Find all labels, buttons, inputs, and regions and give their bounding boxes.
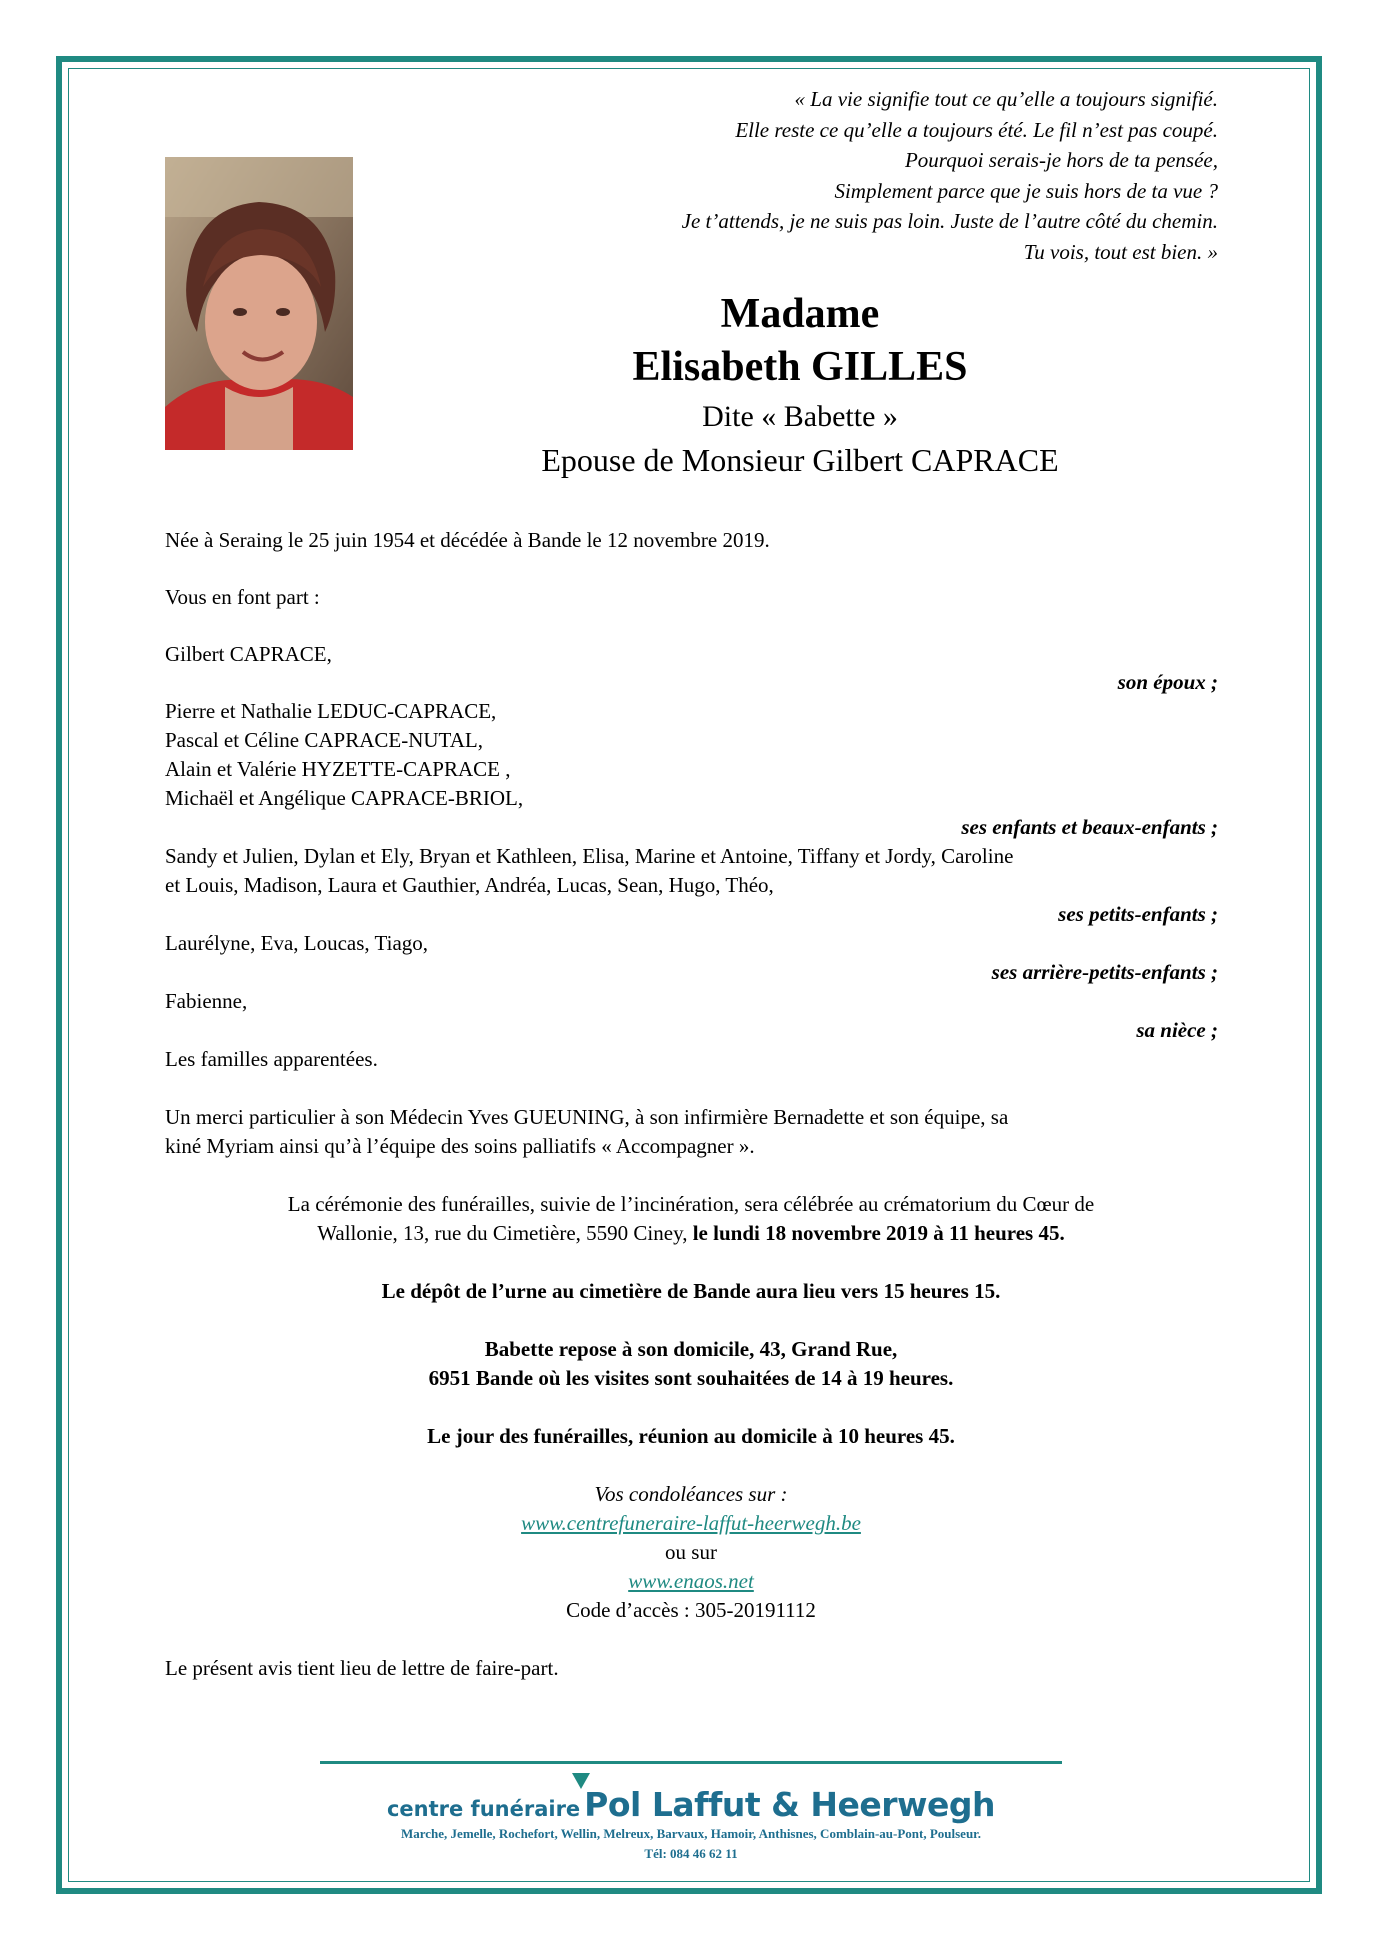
funeral-home-logo (320, 1785, 1062, 1824)
portrait-photo (165, 157, 353, 450)
ceremony-line (165, 1219, 1217, 1248)
brand-small-text: centre funéraire (386, 1797, 581, 1821)
relation-children: ses enfants et beaux-enfants ; (961, 815, 1218, 839)
poem (458, 84, 1218, 267)
poem-line: Simplement parce que je suis hors de ta vue ? (834, 178, 1218, 203)
related-families: Les familles apparentées. (165, 1047, 378, 1071)
birth-death-line: Née à Seraing le 25 juin 1954 et décédée à Bande le 12 novembre 2019. (165, 528, 770, 552)
spouse-name: Gilbert CAPRACE, (165, 642, 332, 666)
niece-line: Fabienne, (165, 989, 248, 1013)
child-couple: Pascal et Céline CAPRACE-NUTAL, (165, 728, 483, 752)
relation-great-grandchildren: ses arrière-petits-enfants ; (991, 960, 1218, 984)
funeral-center-link[interactable]: www.centrefuneraire-laffut-heerwegh.be (521, 1511, 861, 1535)
rest-line: 6951 Bande où les visites sont souhaitées de 14 à 19 heures. (428, 1366, 954, 1390)
poem-line: Elle reste ce qu’elle a toujours été. Le fil n’est pas coupé. (735, 117, 1218, 142)
footer-phone: Tél: 084 46 62 11 (644, 1846, 738, 1861)
grandchildren-line: Sandy et Julien, Dylan et Ely, Bryan et Kathleen, Elisa, Marine et Antoine, Tiffany et Jordy, Caroline (165, 844, 1014, 868)
ceremony-datetime: le lundi 18 novembre 2019 à 11 heures 45. (692, 1221, 1065, 1245)
poem-line: Je t’attends, je ne suis pas loin. Juste de l’autre côté du chemin. (681, 209, 1218, 233)
ceremony-line: La cérémonie des funérailles, suivie de l’incinération, sera célébrée au crématorium du Cœur de (287, 1192, 1095, 1216)
rest-line: Babette repose à son domicile, 43, Grand Rue, (484, 1337, 898, 1361)
poem-line: Pourquoi serais-je hors de ta pensée, (904, 148, 1218, 172)
ceremony-place: Wallonie, 13, rue du Cimetière, 5590 Ciney, (317, 1221, 693, 1245)
access-code: Code d’accès : 305-20191112 (566, 1598, 816, 1622)
enaos-link-wrap (165, 1567, 1217, 1596)
thanks-line: Un merci particulier à son Médecin Yves GUEUNING, à son infirmière Bernadette et son équipe, sa (165, 1105, 1009, 1129)
relation-grandchildren: ses petits-enfants ; (1058, 902, 1218, 926)
deceased-name: Elisabeth GILLES (632, 344, 968, 390)
nickname: Dite « Babette » (702, 400, 898, 433)
child-couple: Alain et Valérie HYZETTE-CAPRACE , (165, 757, 511, 781)
brand-name: Pol Laffut & Heerwegh (584, 1785, 996, 1824)
spouse-line: Epouse de Monsieur Gilbert CAPRACE (541, 442, 1059, 478)
poem-line: « La vie signifie tout ce qu’elle a toujours signifié. (794, 87, 1218, 111)
footer-divider (320, 1761, 1062, 1764)
or-label: ou sur (665, 1540, 717, 1564)
thanks-line: kiné Myriam ainsi qu’à l’équipe des soins palliatifs « Accompagner ». (165, 1134, 755, 1158)
enaos-link[interactable]: www.enaos.net (628, 1569, 754, 1593)
child-couple: Michaël et Angélique CAPRACE-BRIOL, (165, 786, 524, 810)
great-grandchildren-line: Laurélyne, Eva, Loucas, Tiago, (165, 931, 429, 955)
footer-locations: Marche, Jemelle, Rochefort, Wellin, Melreux, Barvaux, Hamoir, Anthisnes, Comblain-au-Pont, Poulseur. (400, 1826, 982, 1841)
poem-line: Tu vois, tout est bien. » (1023, 239, 1218, 264)
condolences-label: Vos condoléances sur : (594, 1482, 788, 1506)
child-couple: Pierre et Nathalie LEDUC-CAPRACE, (165, 699, 497, 723)
grandchildren-line: et Louis, Madison, Laura et Gauthier, Andréa, Lucas, Sean, Hugo, Théo, (165, 873, 774, 897)
honorific-title: Madame (720, 291, 880, 337)
closing-line: Le présent avis tient lieu de lettre de faire-part. (165, 1656, 559, 1680)
urn-notice: Le dépôt de l’urne au cimetière de Bande aura lieu vers 15 heures 15. (381, 1279, 1001, 1303)
condolences-link-wrap (165, 1509, 1217, 1538)
relation-spouse: son époux ; (1117, 670, 1218, 694)
intro-line: Vous en font part : (165, 585, 320, 609)
relation-niece: sa nièce ; (1136, 1018, 1218, 1042)
meeting-notice: Le jour des funérailles, réunion au domicile à 10 heures 45. (427, 1424, 955, 1448)
